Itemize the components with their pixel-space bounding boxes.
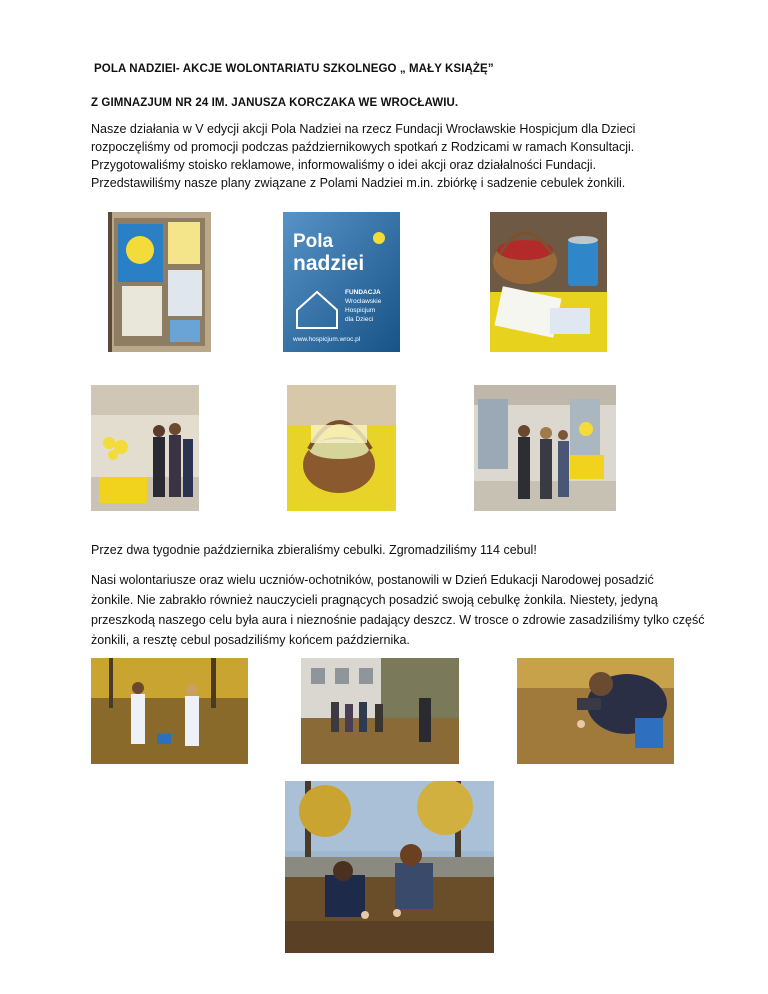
photo-students-with-basket (91, 385, 199, 511)
document-title: POLA NADZIEI- AKCJE WOLONTARIATU SZKOLNEGO „ MAŁY KSIĄŻĘ” (94, 63, 494, 75)
photo-students-at-stand (474, 385, 616, 511)
photo-group-outdoors (301, 658, 459, 764)
paragraph-3-line: żonkili, a resztę cebul posadziliśmy końcem października. (91, 633, 410, 647)
poster-org-line: Wrocławskie (345, 298, 382, 305)
document-subtitle: Z GIMNAZJUM NR 24 IM. JANUSZA KORCZAKA WE WROCŁAWIU. (91, 97, 459, 109)
poster-title-line2: nadziei (293, 252, 365, 275)
poster-url: www.hospicjum.wroc.pl (293, 336, 361, 343)
poster-org-line: Hospicjum (345, 307, 376, 314)
paragraph-1-line: Nasze działania w V edycji akcji Pola Nadziei na rzecz Fundacji Wrocławskie Hospicjum dla Dzieci (91, 122, 636, 136)
paragraph-2: Przez dwa tygodnie października zbieraliśmy cebulki. Zgromadziliśmy 114 cebul! (91, 543, 537, 557)
photo-pola-nadziei-poster (283, 212, 400, 352)
paragraph-3-line: Nasi wolontariusze oraz wielu uczniów-ochotników, postanowili w Dzień Edukacji Narodowej posadzić (91, 573, 654, 587)
paragraph-1-line: Przygotowaliśmy stoisko reklamowe, informowaliśmy o idei akcji oraz działalności Fundacji. (91, 158, 597, 172)
photo-basket-and-jar (490, 212, 607, 352)
photo-notice-board (108, 212, 211, 352)
paragraph-1-line: Przedstawiliśmy nasze plany związane z Polami Nadziei m.in. zbiórkę i sadzenie cebulek żonkili. (91, 176, 626, 190)
paragraph-3-line: żonkile. Nie zabrakło również nauczycieli pragnących posadzić swoją cebulkę żonkila. Niestety, jedyną (91, 593, 658, 607)
photo-girls-planting-bulbs (285, 781, 494, 953)
poster-title-line1: Pola (293, 231, 334, 252)
photo-girls-in-park (91, 658, 248, 764)
photo-basket-with-bulbs (287, 385, 396, 511)
photo-student-planting (517, 658, 674, 764)
paragraph-3-line: przeszkodą naszego celu była aura i nieznośnie padający deszcz. W trosce o zdrowie zasadziliśmy tylko część (91, 613, 705, 627)
poster-org-line: dla Dzieci (345, 316, 374, 323)
poster-org-line: FUNDACJA (345, 289, 381, 296)
paragraph-1-line: rozpoczęliśmy od promocji podczas październikowych spotkań z Rodzicami w ramach Konsultacji. (91, 140, 635, 154)
